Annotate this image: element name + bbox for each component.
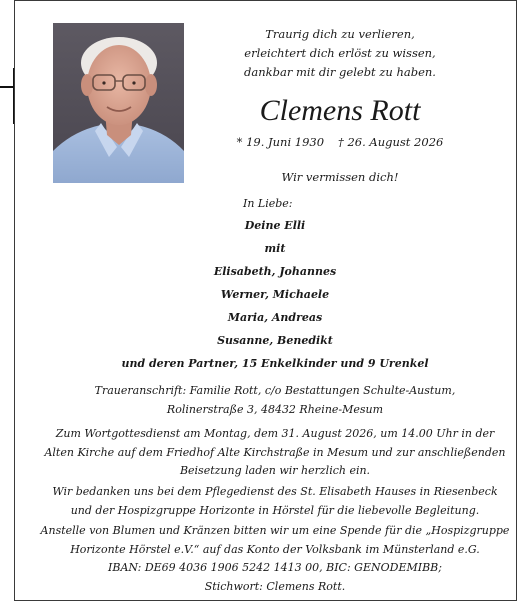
deceased-name: Clemens Rott	[259, 94, 421, 127]
portrait-photo	[53, 23, 184, 183]
donation-line: Anstelle von Blumen und Kränzen bitten wir um eine Spende für die „Hospizgruppe	[40, 524, 510, 537]
death-date: † 26. August 2026	[338, 135, 444, 149]
mourning-address	[35, 382, 515, 419]
donation-notice	[35, 522, 515, 596]
life-dates	[215, 135, 465, 149]
poem-line: Traurig dich zu verlieren,	[265, 27, 415, 41]
thanks-notice	[35, 483, 515, 520]
farewell-line: Wir vermissen dich!	[281, 170, 399, 184]
poem	[225, 25, 455, 82]
thanks-line: und der Hospizgruppe Horizonte in Hörstel für die liebevolle Begleitung.	[70, 503, 480, 517]
thanks-line: Wir bedanken uns bei dem Pflegedienst des St. Elisabeth Hauses in Riesenbeck	[52, 485, 498, 498]
service-notice	[35, 425, 515, 481]
obituary-card	[14, 0, 517, 601]
poem-line: erleichtert dich erlöst zu wissen,	[244, 46, 436, 60]
family-line: Elisabeth, Johannes	[213, 265, 337, 278]
family-line: Werner, Michaele	[220, 288, 330, 301]
address-line: Rolinerstraße 3, 48432 Rheine-Mesum	[166, 402, 384, 416]
family-line: und deren Partner, 15 Enkelkinder und 9 Urenkel	[121, 357, 429, 370]
family-list	[55, 214, 495, 375]
service-line: Alten Kirche auf dem Friedhof Alte Kirchstraße in Mesum und zur anschließenden	[44, 445, 506, 459]
donation-line: Stichwort: Clemens Rott.	[204, 579, 346, 593]
family-line: Susanne, Benedikt	[217, 334, 333, 347]
donation-line: IBAN: DE69 4036 1906 5242 1413 00, BIC: GENODEMIBB;	[108, 561, 442, 574]
in-love-label: In Liebe:	[243, 197, 293, 210]
service-line: Zum Wortgottesdienst am Montag, dem 31. August 2026, um 14.00 Uhr in der	[55, 427, 495, 440]
family-line: mit	[264, 242, 286, 255]
donation-line: Horizonte Hörstel e.V.“ auf das Konto der Volksbank im Münsterland e.G.	[70, 542, 480, 556]
birth-date: * 19. Juni 1930	[236, 135, 325, 149]
family-line: Maria, Andreas	[227, 311, 323, 324]
family-line: Deine Elli	[244, 219, 306, 232]
address-line: Traueranschrift: Familie Rott, c/o Bestattungen Schulte-Austum,	[94, 384, 456, 397]
service-line: Beisetzung laden wir herzlich ein.	[179, 464, 371, 477]
poem-line: dankbar mit dir gelebt zu haben.	[244, 65, 436, 79]
